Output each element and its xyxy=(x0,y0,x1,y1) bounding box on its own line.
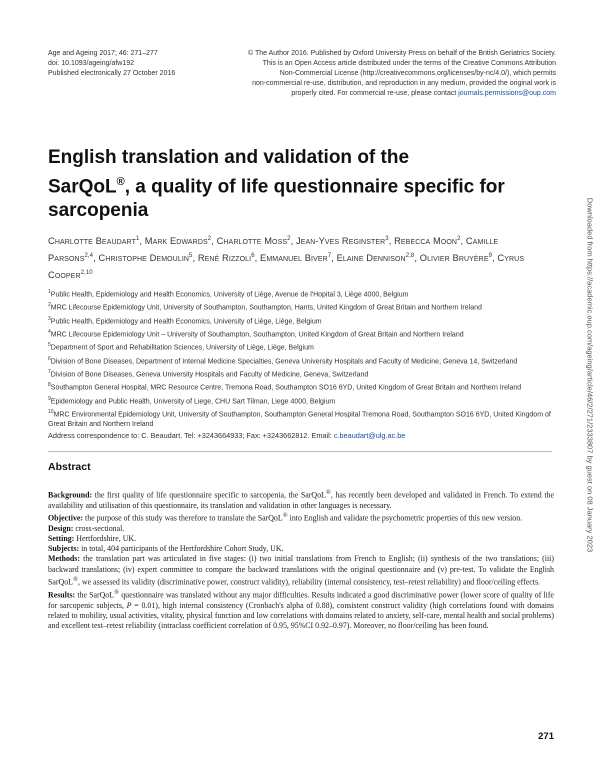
affiliation-text: Public Health, Epidemiology and Health Economics, University of Liège, Liège, Belgium xyxy=(50,317,322,325)
registered-mark: ® xyxy=(72,575,78,583)
abstract-text: , has recently been developed and validated in French. To extend the availability and utilisation of this questionnaire, its translation and validation in other languages is necessary. xyxy=(48,490,554,510)
abstract-text: the purpose of this study was therefore to translate the SarQoL xyxy=(83,513,283,523)
abstract-label: Objective: xyxy=(48,513,84,523)
author-affiliation-mark: 2,10 xyxy=(80,270,93,277)
author xyxy=(420,253,498,263)
affiliation-number: 2 xyxy=(48,302,51,309)
author xyxy=(48,236,145,246)
affiliation-number: 7 xyxy=(48,368,51,375)
affiliation-number: 10 xyxy=(48,408,54,415)
registered-mark: ® xyxy=(114,588,120,596)
author xyxy=(198,253,260,263)
affiliation-number: 3 xyxy=(48,315,51,322)
author-affiliation-mark: 2 xyxy=(207,236,212,242)
abstract-results xyxy=(48,588,554,631)
author-name: Olivier Bruyère xyxy=(419,253,489,264)
author-separator: , xyxy=(254,253,261,264)
license-line: This is an Open Access article distributed under the terms of the Creative Commons Attribution xyxy=(262,60,556,67)
abstract-text: the SarQoL xyxy=(75,590,115,600)
author-separator: , xyxy=(492,253,498,264)
affiliation-text: Southampton General Hospital, MRC Resource Centre, Tremona Road, Southampton SO16 6YD, United Kingdom of Great Britain and Northern Ireland xyxy=(50,384,522,392)
affiliation xyxy=(48,354,552,367)
affiliation xyxy=(48,394,552,407)
author xyxy=(337,253,420,263)
title-part-3: , a quality of life questionnaire specific for sarcopenia xyxy=(48,176,505,222)
license-line xyxy=(198,89,556,99)
author-name: Camille Parsons xyxy=(48,236,499,264)
author-name: Rebecca Moon xyxy=(394,236,458,247)
p-value-symbol: P xyxy=(126,600,132,610)
author-affiliation-mark: 2,8 xyxy=(405,253,415,260)
license-line: © The Author 2016. Published by Oxford University Press on behalf of the British Geriatrics Society. xyxy=(248,50,556,57)
affiliation-number: 1 xyxy=(48,289,51,295)
affiliation-list xyxy=(48,287,552,430)
journal-citation: Age and Ageing 2017; 46: 271–277 xyxy=(48,50,158,57)
registered-mark: ® xyxy=(325,489,331,496)
affiliation xyxy=(48,300,552,313)
affiliation-text: Public Health, Epidemiology and Health Economics, University of Liège, Avenue de l'Hopital 3, Liège 4000, Belgium xyxy=(50,291,409,299)
permissions-email-link[interactable]: journals.permissions@oup.com xyxy=(458,90,556,97)
abstract-methods xyxy=(48,554,554,587)
affiliation xyxy=(48,367,552,380)
section-divider xyxy=(48,451,552,452)
journal-published-date: Published electronically 27 October 2016 xyxy=(48,70,176,77)
author-name: Charlotte Moss xyxy=(216,236,288,247)
author-separator: , xyxy=(460,236,466,247)
abstract-label: Design: xyxy=(48,523,74,533)
abstract-setting xyxy=(48,534,554,544)
author-name: Cyrus Cooper xyxy=(48,253,525,281)
title-registered-mark: ® xyxy=(116,176,125,188)
author-separator: , xyxy=(93,253,99,264)
author-affiliation-mark: 7 xyxy=(327,253,332,260)
abstract-label: Subjects: xyxy=(48,544,80,554)
author-name: Emmanuel Biver xyxy=(260,253,328,264)
registered-mark: ® xyxy=(282,512,288,520)
abstract-text: cross-sectional. xyxy=(73,523,125,533)
author-name: Mark Edwards xyxy=(144,236,208,247)
abstract-label: Background: xyxy=(48,490,93,500)
author xyxy=(260,253,337,263)
author xyxy=(394,236,466,246)
affiliation-number: 4 xyxy=(48,328,51,335)
author-separator: , xyxy=(192,253,198,264)
license-line: non-commercial re-use, distribution, and reproduction in any medium, provided the original work is xyxy=(252,80,556,87)
author xyxy=(145,236,217,246)
author-affiliation-mark: 2,4 xyxy=(84,253,94,260)
author-separator: , xyxy=(331,253,337,264)
author-separator: , xyxy=(290,236,296,247)
author-separator: , xyxy=(414,253,420,264)
author-separator: , xyxy=(211,236,217,247)
abstract-background xyxy=(48,488,554,511)
author-affiliation-mark: 1 xyxy=(135,236,140,242)
affiliation-text: MRC Lifecourse Epidemiology Unit, University of Southampton, Southampton, Hants, United Kingdom of Great Britain and Northern Ireland xyxy=(50,304,482,312)
author-name: Jean-Yves Reginster xyxy=(295,236,386,247)
affiliation-number: 6 xyxy=(48,355,51,362)
abstract-text: questionnaire was translated without any major difficulties. Results indicated a good discriminative power (lower score of quality of life for sarcopenic subjects, xyxy=(48,590,554,610)
affiliation xyxy=(48,380,552,393)
abstract-label: Setting: xyxy=(48,534,75,544)
abstract-heading: Abstract xyxy=(48,461,91,473)
correspondence-address xyxy=(48,431,552,441)
affiliation-number: 8 xyxy=(48,382,51,389)
author-affiliation-mark: 2 xyxy=(287,236,291,242)
abstract-text: = 0.01), high internal consistency (Cronbach's alpha of 0.88), consistent construct validity (high correlations found with domains related to mobility, usual activities, vitality, physical function and low correlations with domains related to anxiety, self-care, mental health and social problems) and excellent test–retest reliability (intraclass coefficient correlation of 0.95, 95%CI 0.92–0.97). Moreover, no floor/ceiling has been found. xyxy=(48,600,554,630)
author-affiliation-mark: 6 xyxy=(251,253,255,260)
abstract-label: Results: xyxy=(48,590,76,600)
affiliation-text: Department of Sport and Rehabilitation Sciences, University of Liège, Liège, Belgium xyxy=(50,344,314,352)
journal-doi: doi: 10.1093/ageing/afw192 xyxy=(48,60,135,67)
abstract-subjects xyxy=(48,544,554,554)
affiliation-number: 5 xyxy=(48,342,51,349)
affiliation-text: Division of Bone Diseases, Department of Internal Medicine Specialties, Geneva University Hospitals and Faculty of Medicine, Geneva 14, Switzerland xyxy=(50,357,518,365)
author-affiliation-mark: 2 xyxy=(457,236,461,242)
author-name: René Rizzoli xyxy=(197,253,252,264)
abstract-design xyxy=(48,524,554,534)
affiliation-text: Division of Bone Diseases, Geneva University Hospitals and Faculty of Medicine, Geneva, Switzerland xyxy=(50,371,369,379)
abstract-label: Methods: xyxy=(48,554,80,564)
article-title xyxy=(48,146,518,223)
abstract-text: Hertfordshire, UK. xyxy=(74,534,137,544)
author-name: Christophe Demoulin xyxy=(98,253,190,264)
author-separator: , xyxy=(139,236,145,247)
correspondence-text: Address correspondence to: C. Beaudart. Tel: +3243664933; Fax: +3243662812. Email: xyxy=(48,431,334,440)
license-last-line-text: properly cited. For commercial re-use, please contact xyxy=(291,90,459,97)
author xyxy=(99,253,198,263)
affiliation-number: 9 xyxy=(48,395,51,402)
abstract-text: in total, 404 participants of the Hertfordshire Cohort Study, UK. xyxy=(79,544,284,554)
abstract-objective xyxy=(48,511,554,524)
license-line: Non-Commercial License (http://creativecommons.org/licenses/by-nc/4.0/), which permits xyxy=(279,70,556,77)
abstract-body xyxy=(48,488,554,631)
affiliation xyxy=(48,287,552,300)
download-note-text: Downloaded from https://academic.oup.com/ageing/article/46/2/271/2333807 by guest on 08 January 2023 xyxy=(585,197,595,553)
affiliation-text: MRC Lifecourse Epidemiology Unit – University of Southampton, Southampton, United Kingdom of Great Britain and Northern Ireland xyxy=(50,331,464,339)
title-sarqol: SarQoL xyxy=(48,176,117,198)
author xyxy=(296,236,394,246)
affiliation-text: Epidemiology and Public Health, University of Liege, CHU Sart Tilman, Liege 4000, Belgium xyxy=(50,397,336,405)
author-affiliation-mark: 3 xyxy=(385,236,389,242)
affiliation xyxy=(48,340,552,353)
author-affiliation-mark: 9 xyxy=(488,253,493,260)
journal-info xyxy=(48,49,208,79)
license-notice xyxy=(198,49,556,99)
abstract-text: the translation part was articulated in five stages: (i) two initial translations from French to English; (ii) synthesis of the two translations; (iii) backward translations; (iv) expert committee to compare the backward translations with the original questionnaire and (v) pre-test. To validate the English SarQoL xyxy=(48,554,554,587)
author-list xyxy=(48,232,548,283)
author-separator: , xyxy=(388,236,395,247)
abstract-text: into English and validate the psychometric properties of this new version. xyxy=(287,513,523,523)
correspondence-email-link[interactable]: c.beaudart@ulg.ac.be xyxy=(333,431,406,440)
affiliation xyxy=(48,327,552,340)
author-name: Elaine Dennison xyxy=(336,253,406,264)
abstract-text: , we assessed its validity (discriminative power, construct validity), reliability (internal consistency, test–retest reliability) and floor/ceiling effects. xyxy=(77,577,541,587)
title-part-1: English translation and validation of the xyxy=(48,147,410,168)
author-name: Charlotte Beaudart xyxy=(48,236,136,247)
page-number: 271 xyxy=(538,731,554,742)
author-affiliation-mark: 5 xyxy=(189,253,193,260)
abstract-text: the first quality of life questionnaire specific to sarcopenia, the SarQoL xyxy=(92,490,326,500)
affiliation xyxy=(48,314,552,327)
author xyxy=(217,236,296,246)
affiliation xyxy=(48,407,552,430)
affiliation-text: MRC Environmental Epidemiology Unit, University of Southampton, Southampton General Hospital Tremona Road, Southampton SO16 6YD, United Kingdom of Great Britain and Northern Ireland xyxy=(48,411,551,429)
